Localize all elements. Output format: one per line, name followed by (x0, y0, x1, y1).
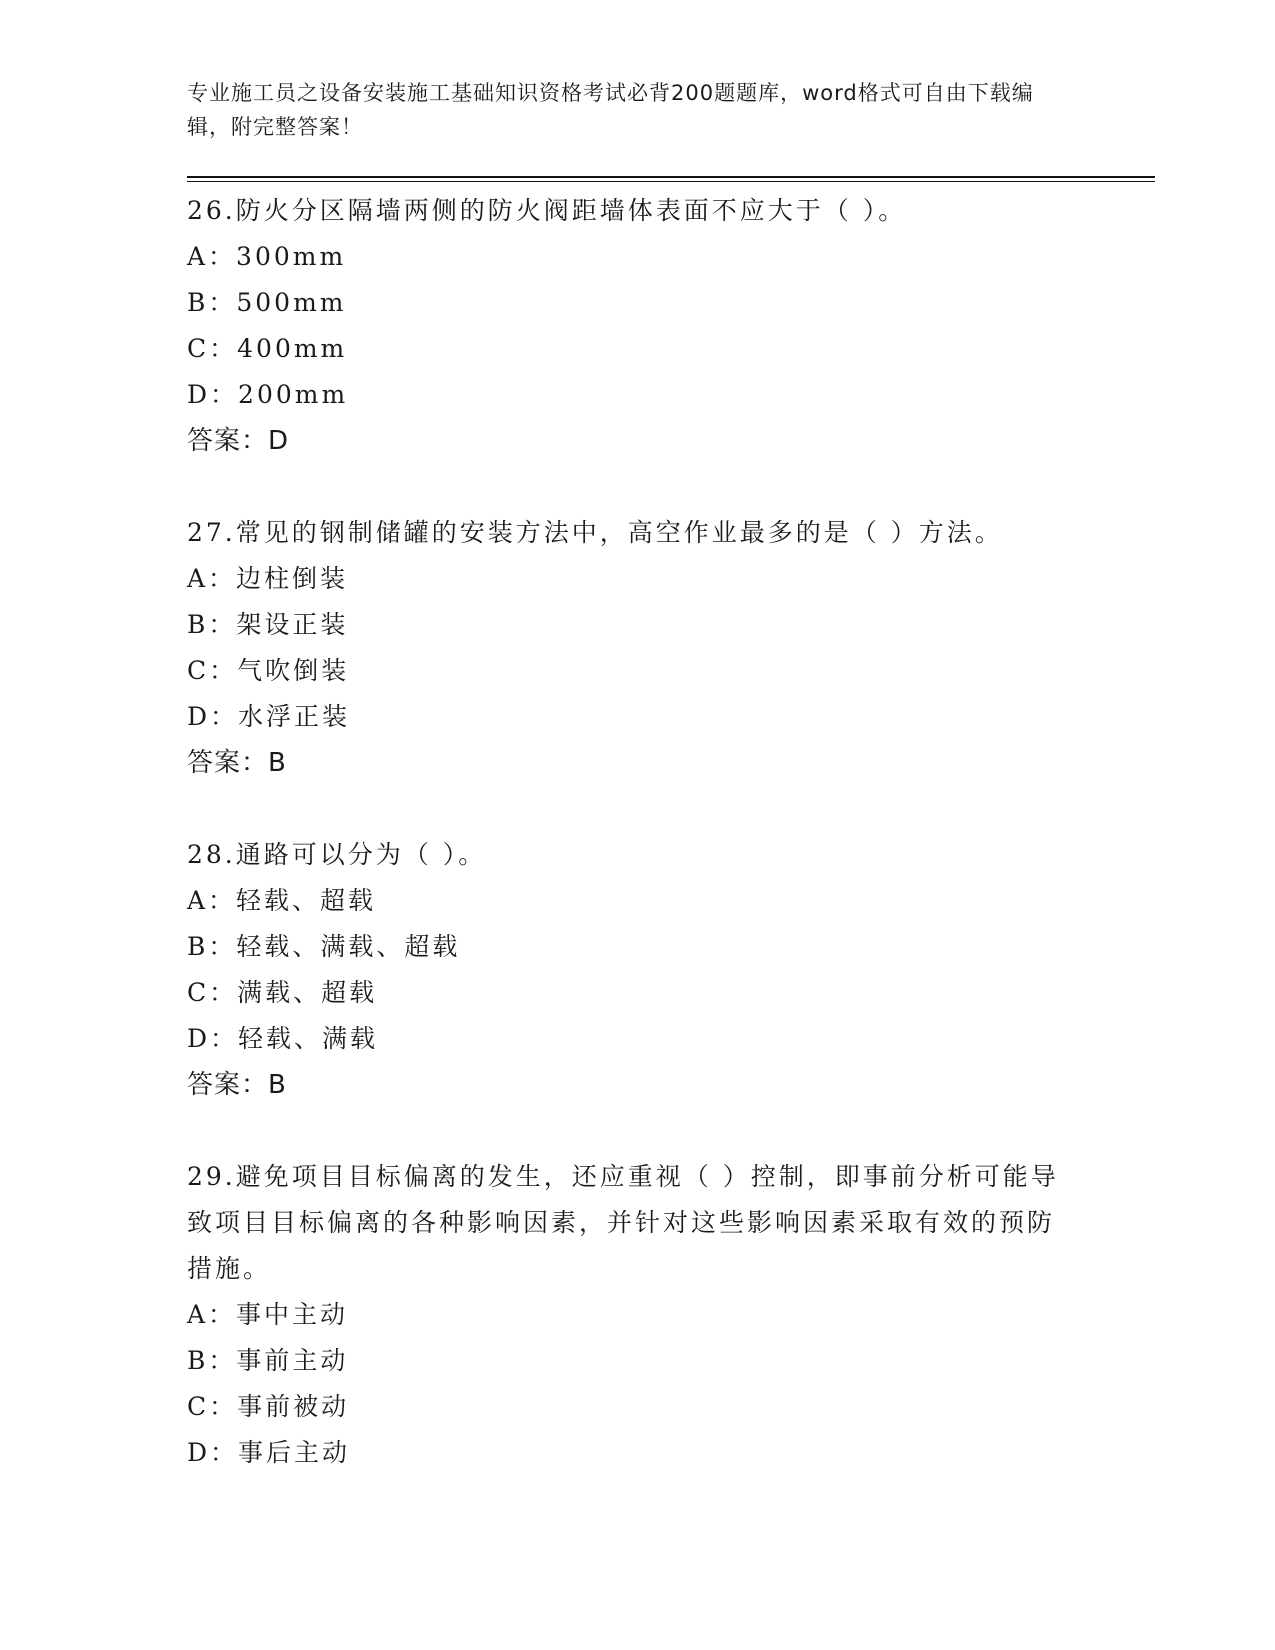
option-c: C：满载、超载 (187, 978, 378, 1007)
option-c: C：事前被动 (187, 1392, 350, 1421)
header-divider-thick (187, 176, 1155, 178)
option-a: A：300mm (187, 242, 347, 271)
option-d: D：轻载、满载 (187, 1024, 379, 1053)
header-title: 专业施工员之设备安装施工基础知识资格考试必背200题题库，word格式可自由下载编辑，附完整答案！ (187, 81, 1034, 139)
option-a: A：边柱倒装 (187, 564, 349, 593)
question-stem: 避免项目目标偏离的发生，还应重视（ ）控制，即事前分析可能导致项目目标偏离的各种影响因素，并针对这些影响因素采取有效的预防措施。 (187, 1162, 1059, 1283)
question-26 (187, 188, 1067, 464)
question-text (187, 832, 1067, 878)
question-list (187, 188, 1067, 1522)
answer: 答案：B (187, 1070, 287, 1100)
option-b: B：架设正装 (187, 610, 349, 639)
option-b: B：轻载、满载、超载 (187, 932, 461, 961)
question-28 (187, 832, 1067, 1108)
option-c: C：气吹倒装 (187, 656, 350, 685)
option-d: D：200mm (187, 380, 349, 409)
question-29 (187, 1154, 1067, 1476)
question-text (187, 510, 1067, 556)
question-number: 26. (187, 196, 236, 225)
question-text (187, 1154, 1067, 1292)
question-number: 29. (187, 1162, 236, 1191)
question-text (187, 188, 1067, 234)
option-b: B：500mm (187, 288, 347, 317)
option-b: B：事前主动 (187, 1346, 349, 1375)
question-number: 27. (187, 518, 236, 547)
option-a: A：轻载、超载 (187, 886, 377, 915)
option-c: C：400mm (187, 334, 348, 363)
page-header (187, 76, 1067, 144)
question-stem: 常见的钢制储罐的安装方法中，高空作业最多的是（ ）方法。 (235, 518, 1003, 547)
answer: 答案：B (187, 748, 287, 778)
option-d: D：水浮正装 (187, 702, 351, 731)
question-stem: 防火分区隔墙两侧的防火阀距墙体表面不应大于（ ）。 (235, 196, 907, 225)
header-divider-thin (187, 181, 1155, 182)
answer: 答案：D (187, 426, 290, 456)
option-d: D：事后主动 (187, 1438, 351, 1467)
question-27 (187, 510, 1067, 786)
question-stem: 通路可以分为（ ）。 (235, 840, 487, 869)
option-a: A：事中主动 (187, 1300, 349, 1329)
question-number: 28. (187, 840, 236, 869)
